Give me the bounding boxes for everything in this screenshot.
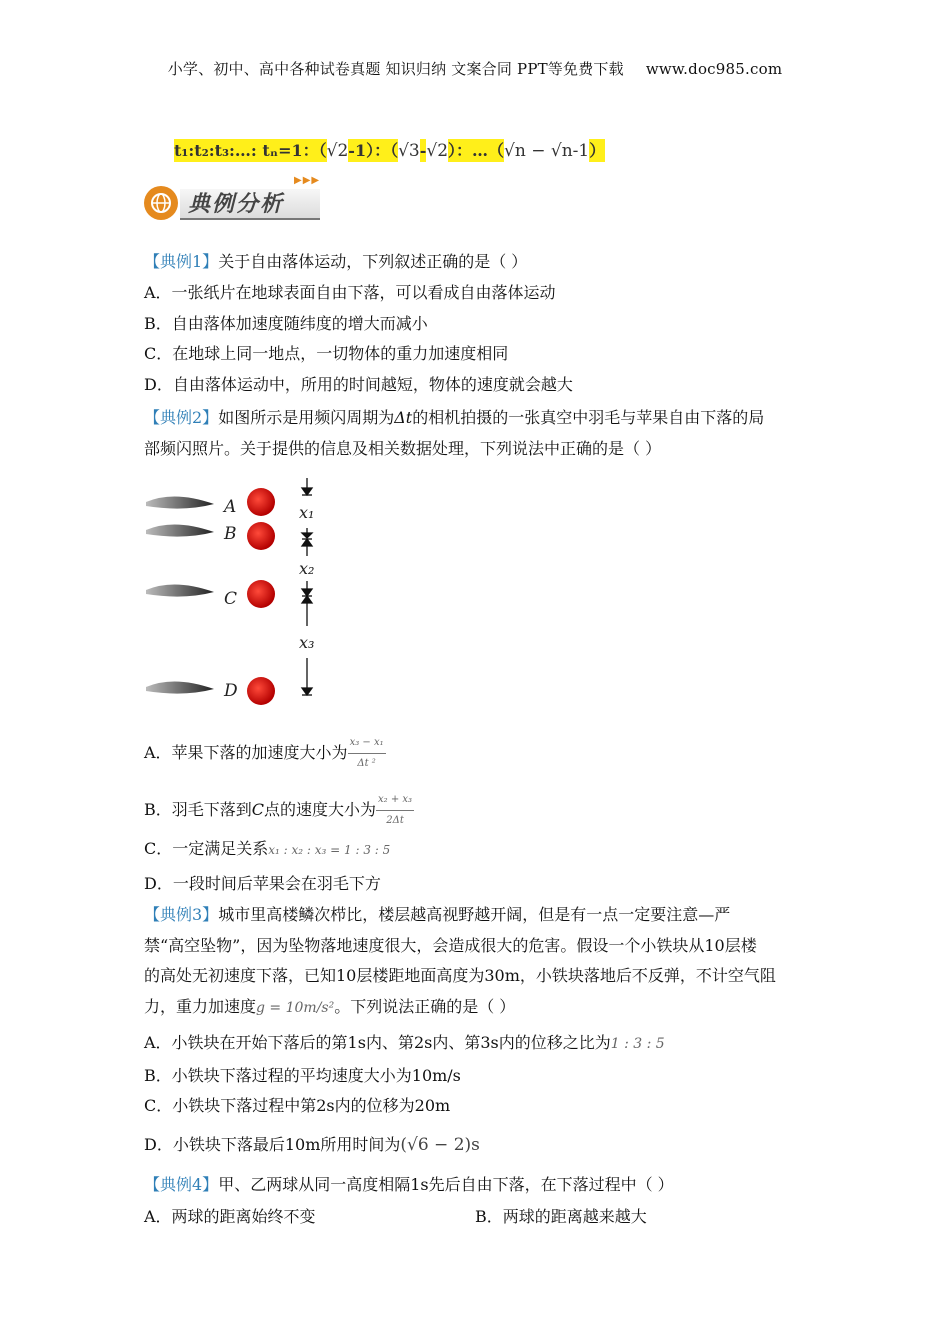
apple-icon: [247, 580, 275, 608]
feather-icon: [146, 584, 214, 596]
section-title: 典例分析: [188, 192, 285, 217]
q3-stem-4: 力，重力加速度g = 10m/s²。下列说法正确的是（ ）: [144, 997, 516, 1016]
q3-stem: 【典例3】城市里高楼鳞次栉比，楼层越高视野越开阔，但是有一点一定要注意—严: [144, 905, 731, 924]
q1-option-d: D．自由落体运动中，所用的时间越短，物体的速度就会越大: [144, 375, 573, 394]
apple-icon: [247, 488, 275, 516]
header-text: 小学、初中、高中各种试卷真题 知识归纳 文案合同 PPT等免费下载: [167, 60, 624, 78]
page-header: [0, 58, 950, 79]
section-banner: [144, 175, 322, 223]
q1-option-a: A．一张纸片在地球表面自由下落，可以看成自由落体运动: [144, 283, 556, 302]
q3-stem-2: 禁“高空坠物”，因为坠物落地速度很大，会造成很大的危害。假设一个小铁块从10层楼: [144, 936, 757, 955]
time-ratio-formula: t₁:t₂:t₃:…: tₙ=1：（√2-1）：（√3-√2）：…（√n − √n-1）: [174, 141, 606, 161]
q3-option-d: D．小铁块下落最后10m所用时间为(√6 − 2)s: [144, 1135, 480, 1155]
q2-stem-2: 部频闪照片。关于提供的信息及相关数据处理，下列说法中正确的是（ ）: [144, 439, 662, 458]
point-label: C: [224, 589, 238, 609]
globe-icon: [144, 186, 178, 220]
header-url[interactable]: www.doc985.com: [645, 60, 783, 78]
q4-stem: 【典例4】甲、乙两球从同一高度相隔1s先后自由下落，在下落过程中（ ）: [144, 1175, 674, 1194]
distance-label: x₁: [299, 503, 315, 522]
q4-option-b: B．两球的距离越来越大: [475, 1207, 647, 1226]
q2-option-b: B．羽毛下落到C点的速度大小为 $\frac{\text{x₂ + x₃}}{2\Delta t}$: [144, 790, 414, 831]
q1-option-c: C．在地球上同一地点，一切物体的重力加速度相同: [144, 344, 509, 363]
q3-stem-3: 的高处无初速度下落，已知10层楼距地面高度为30m，小铁块落地后不反弹，不计空气阻: [144, 966, 776, 985]
feather-icon: [146, 681, 214, 693]
q2-option-c: C．一定满足关系x₁ : x₂ : x₃ = 1 : 3 : 5: [144, 839, 391, 858]
q3-option-c: C．小铁块下落过程中第2s内的位移为20m: [144, 1096, 451, 1115]
q1-option-b: B．自由落体加速度随纬度的增大而减小: [144, 314, 428, 333]
q4-option-a: A．两球的距离始终不变: [144, 1207, 316, 1226]
feather-apple-figure: [144, 478, 334, 708]
q3-option-a: A．小铁块在开始下落后的第1s内、第2s内、第3s内的位移之比为1 : 3 : 5: [144, 1033, 665, 1052]
feather-icon: [146, 524, 214, 536]
distance-label: x₃: [299, 633, 315, 652]
q2-option-a: A．苹果下落的加速度大小为 $\frac{\text{x₃ − x₁}}{\text{Δt ²}}$: [144, 733, 386, 774]
point-label: B: [224, 524, 237, 544]
distance-label: x₂: [299, 559, 315, 578]
q2-option-d: D．一段时间后苹果会在羽毛下方: [144, 874, 381, 893]
q3-option-b: B．小铁块下落过程的平均速度大小为10m/s: [144, 1066, 461, 1085]
point-label: D: [224, 681, 238, 701]
feather-icon: [146, 496, 214, 508]
point-label: A: [224, 497, 237, 517]
apple-icon: [247, 522, 275, 550]
q1-stem: 【典例1】关于自由落体运动，下列叙述正确的是（ ）: [144, 252, 528, 271]
arrow-dots-icon: ▶▶▶: [294, 175, 321, 186]
apple-icon: [247, 677, 275, 705]
q2-stem: 【典例2】如图所示是用频闪周期为Δt的相机拍摄的一张真空中羽毛与苹果自由下落的局: [144, 408, 765, 427]
